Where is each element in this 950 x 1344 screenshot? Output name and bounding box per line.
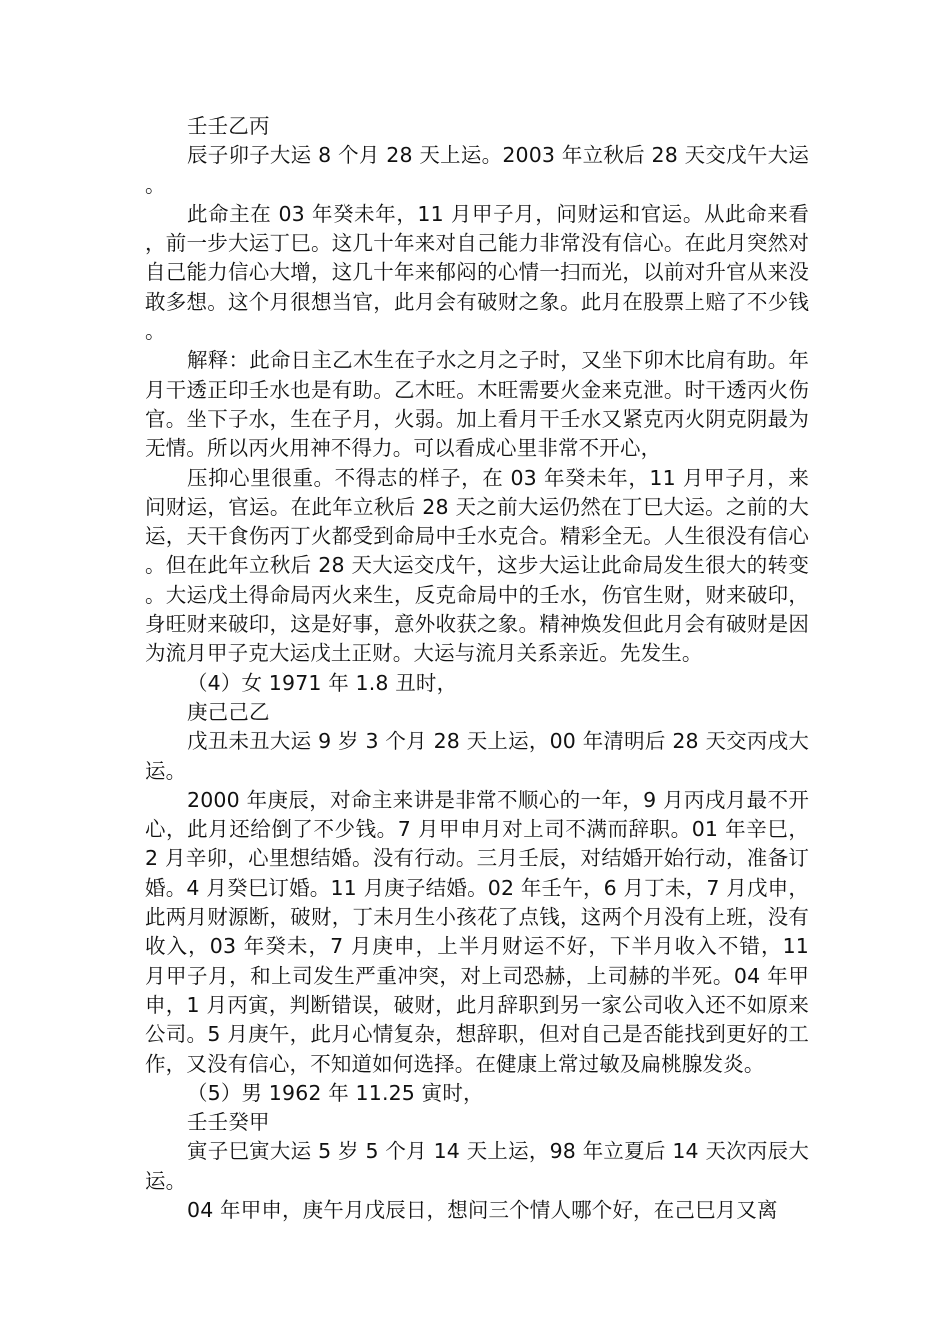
- chart-pillars-stems-1: 壬壬乙丙: [187, 114, 270, 138]
- case-heading-4: （4）女 1971 年 1.8 丑时，: [187, 670, 458, 695]
- chart-pillars-stems-5: 壬壬癸甲: [187, 1110, 270, 1135]
- chart-branches-luck-5: 寅子巳寅大运 5 岁 5 个月 14 天上运，98 年立夏后 14 天次丙辰大运。: [145, 1139, 809, 1193]
- document-body: [145, 112, 809, 1225]
- chart-branches-luck-4: 戊丑未丑大运 9 岁 3 个月 28 天上运，00 年清明后 28 天交丙戌大运。: [145, 729, 809, 783]
- chart-pillars-stems-4: 庚己己乙: [187, 699, 270, 724]
- case-description-4: 2000 年庚辰，对命主来讲是非常不顺心的一年，9 月丙戌月最不开心，此月还给倒了不少钱。7 月甲申月对上司不满而辞职。01 年辛巳，2 月辛卯，心里想结婚。没有行动。三月壬辰，对结婚开始行动，准备订婚。4 月癸巳订婚。11 月庚子结婚。02 年壬午，6 月丁未，7 月戊申，此两月财源断，破财，丁未月生小孩花了点钱，这两个月没有上班，没有收入，03 年癸未，7 月庚申，上半月财运不好，下半月收入不错，11 月甲子月，和上司发生严重冲突，对上司恐赫，上司赫的半死。04 年甲申，1 月丙寅，判断错误，破财，此月辞职到另一家公司收入还不如原来公司。5 月庚午，此月心情复杂，想辞职，但对自己是否能找到更好的工作，又没有信心，不知道如何选择。在健康上常过敏及扁桃腺发炎。: [145, 787, 809, 1076]
- case-description-1: 此命主在 03 年癸未年，11 月甲子月，问财运和官运。从此命来看，前一步大运丁巳。这几十年来对自己能力非常没有信心。在此月突然对自己能力信心大增，这几十年来郁闷的心情一扫而光，以前对升官从来没敢多想。这个月很想当官，此月会有破财之象。此月在股票上赔了不少钱。: [145, 201, 809, 344]
- chart-branches-luck-1: 辰子卯子大运 8 个月 28 天上运。2003 年立秋后 28 天交戊午大运。: [145, 143, 809, 197]
- explanation-paragraph-2: 压抑心里很重。不得志的样子，在 03 年癸未年，11 月甲子月，来问财运，官运。在此年立秋后 28 天之前大运仍然在丁巳大运。之前的大运，天干食伤丙丁火都受到命局中壬水克合。精彩全无。人生很没有信心。但在此年立秋后 28 天大运交戊午，这步大运让此命局发生很大的转变。大运戊土得命局丙火来生，反克命局中的壬水，伤官生财，财来破印，身旺财来破印，这是好事，意外收获之象。精神焕发但此月会有破财是因为流月甲子克大运戊土正财。大运与流月关系亲近。先发生。: [145, 465, 809, 666]
- case-description-5: 04 年甲申，庚午月戊辰日，想问三个情人哪个好，在己巳月又离: [187, 1197, 778, 1222]
- explanation-paragraph-1: 解释：此命日主乙木生在子水之月之子时，又坐下卯木比肩有助。年月干透正印壬水也是有助。乙木旺。木旺需要火金来克泄。时干透丙火伤官。坐下子水，生在子月，火弱。加上看月干壬水又紧克丙火阴克阴最为无情。所以丙火用神不得力。可以看成心里非常不开心，: [145, 348, 809, 461]
- case-heading-5: （5）男 1962 年 11.25 寅时，: [187, 1080, 484, 1105]
